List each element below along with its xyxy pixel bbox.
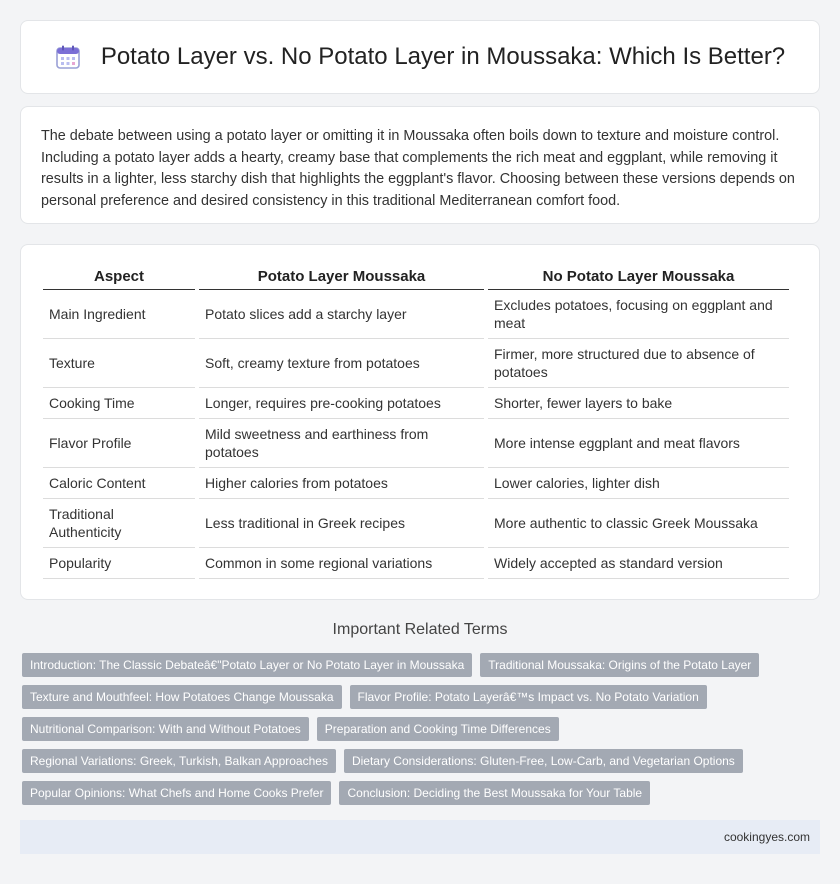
table-row [43, 339, 789, 388]
related-term-tag[interactable]: Popular Opinions: What Chefs and Home Cooks Prefer [22, 781, 331, 805]
cell-potato: Higher calories from potatoes [199, 468, 484, 499]
table-row [43, 468, 789, 499]
cell-no-potato: Widely accepted as standard version [488, 548, 789, 579]
related-term-tag[interactable]: Preparation and Cooking Time Differences [317, 717, 559, 741]
cell-no-potato: Shorter, fewer layers to bake [488, 388, 789, 419]
cell-potato: Potato slices add a starchy layer [199, 290, 484, 339]
page-title: Potato Layer vs. No Potato Layer in Moussaka: Which Is Better? [100, 43, 786, 70]
title-card [20, 20, 820, 94]
cell-aspect: Cooking Time [43, 388, 195, 419]
cell-no-potato: More intense eggplant and meat flavors [488, 419, 789, 468]
cell-potato: Common in some regional variations [199, 548, 484, 579]
related-term-tag[interactable]: Texture and Mouthfeel: How Potatoes Change Moussaka [22, 685, 342, 709]
header-potato-layer: Potato Layer Moussaka [199, 263, 484, 290]
cell-aspect: Texture [43, 339, 195, 388]
cell-no-potato: More authentic to classic Greek Moussaka [488, 499, 789, 548]
related-terms-list [22, 653, 802, 805]
cell-potato: Less traditional in Greek recipes [199, 499, 484, 548]
comparison-card [20, 244, 820, 600]
related-terms-heading: Important Related Terms [332, 621, 508, 638]
cell-potato: Soft, creamy texture from potatoes [199, 339, 484, 388]
calendar-icon [55, 44, 81, 70]
table-row [43, 419, 789, 468]
header-aspect: Aspect [43, 263, 195, 290]
related-term-tag[interactable]: Traditional Moussaka: Origins of the Potato Layer [480, 653, 759, 677]
footer-site-link[interactable]: cookingyes.com [723, 830, 810, 844]
cell-no-potato: Firmer, more structured due to absence of potatoes [488, 339, 789, 388]
related-term-tag[interactable]: Conclusion: Deciding the Best Moussaka for Your Table [339, 781, 650, 805]
header-no-potato-layer: No Potato Layer Moussaka [488, 263, 789, 290]
related-term-tag[interactable]: Flavor Profile: Potato Layerâ€™s Impact vs. No Potato Variation [350, 685, 707, 709]
related-term-tag[interactable]: Regional Variations: Greek, Turkish, Balkan Approaches [22, 749, 336, 773]
cell-aspect: Traditional Authenticity [43, 499, 195, 548]
cell-aspect: Caloric Content [43, 468, 195, 499]
intro-card [20, 106, 820, 224]
intro-text: The debate between using a potato layer or omitting it in Moussaka often boils down to texture and moisture control. Including a potato layer adds a hearty, creamy base that complements the rich meat and eggplant, while removing it results in a lighter, less starchy dish that highlights the eggplant's flavor. Choosing between these versions depends on personal preference and desired consistency in this traditional Mediterranean comfort food. [41, 128, 795, 209]
table-row [43, 499, 789, 548]
related-term-tag[interactable]: Nutritional Comparison: With and Without Potatoes [22, 717, 309, 741]
cell-potato: Longer, requires pre-cooking potatoes [199, 388, 484, 419]
comparison-table [39, 263, 793, 579]
table-row [43, 290, 789, 339]
related-term-tag[interactable]: Introduction: The Classic Debateâ€"Potato Layer or No Potato Layer in Moussaka [22, 653, 472, 677]
cell-aspect: Main Ingredient [43, 290, 195, 339]
cell-no-potato: Excludes potatoes, focusing on eggplant and meat [488, 290, 789, 339]
cell-aspect: Flavor Profile [43, 419, 195, 468]
cell-no-potato: Lower calories, lighter dish [488, 468, 789, 499]
footer [20, 820, 820, 854]
cell-aspect: Popularity [43, 548, 195, 579]
table-row [43, 388, 789, 419]
related-term-tag[interactable]: Dietary Considerations: Gluten-Free, Low-Carb, and Vegetarian Options [344, 749, 743, 773]
cell-potato: Mild sweetness and earthiness from potatoes [199, 419, 484, 468]
table-row [43, 548, 789, 579]
table-header-row [43, 263, 789, 290]
